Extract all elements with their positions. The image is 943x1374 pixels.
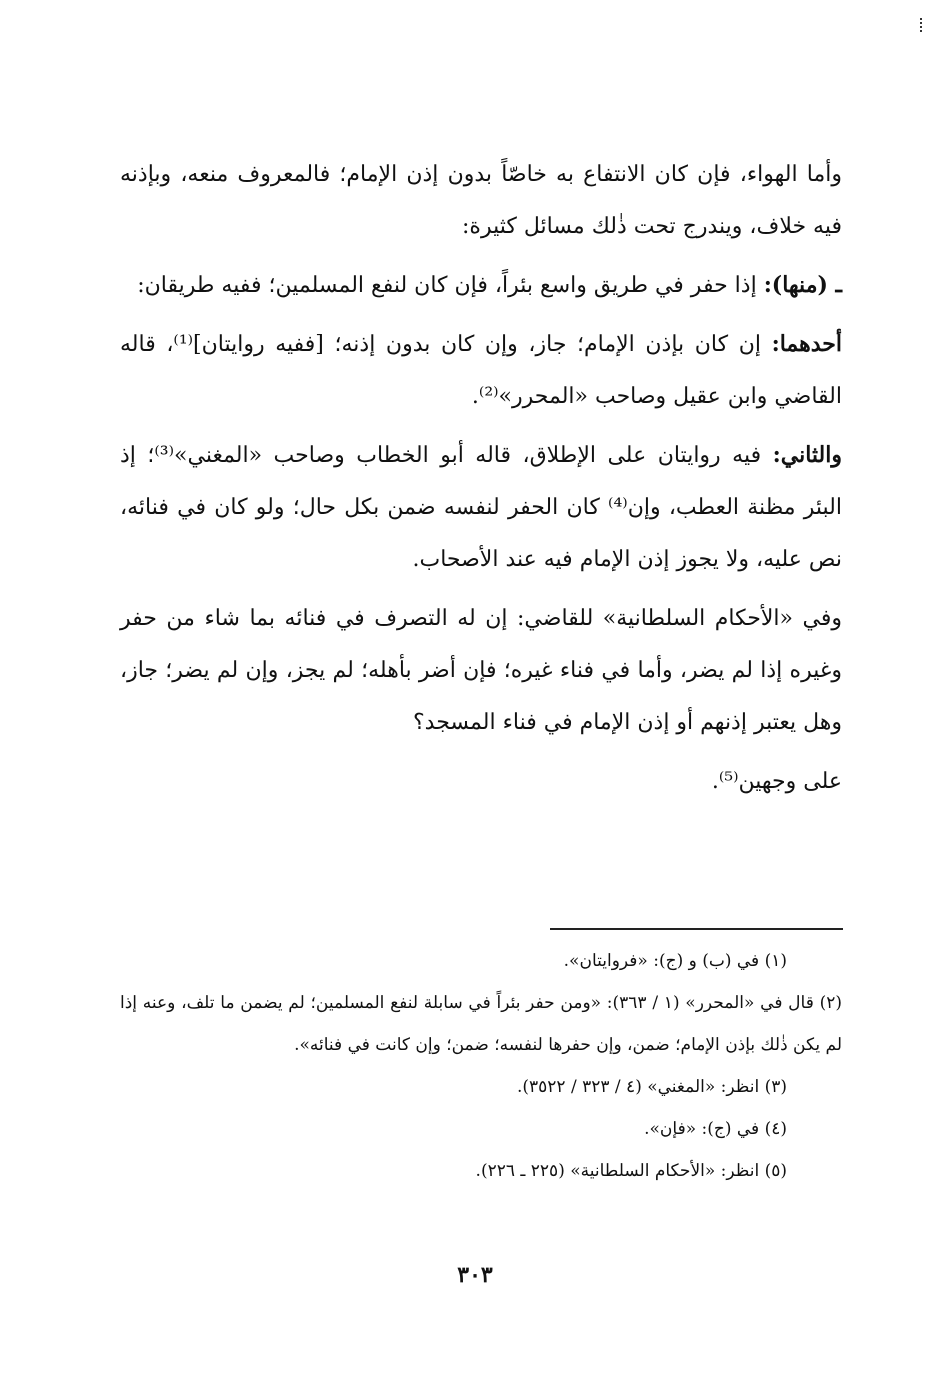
paragraph-text: إذا حفر في طريق واسع بئراً، فإن كان لنفع المسلمين؛ ففيه طريقان: — [137, 273, 764, 298]
main-text — [120, 148, 842, 814]
paragraph-lead: والثاني: — [772, 442, 842, 468]
scan-corner-mark — [916, 18, 926, 32]
paragraph-lead: أحدهما: — [771, 331, 842, 357]
footnote-3: (٣) انظر: «المغني» (٤ / ٣٢٣ / ٣٥٢٢). — [516, 1077, 787, 1097]
page-number: ٣٠٣ — [457, 1262, 493, 1288]
footnotes — [120, 940, 842, 1192]
footnote-4: (٤) في (ج): «فإن». — [644, 1119, 787, 1139]
paragraph-intro — [120, 148, 842, 253]
paragraph-text: وأما الهواء، فإن كان الانتفاع به خاصّاً بدون إذن الإمام؛ فالمعروف منعه، وبإذنه فيه خلاف، ويندرج تحت ذٰلك مسائل كثيرة: — [120, 162, 842, 239]
paragraph-ahkam — [120, 592, 842, 749]
footnote-1: (١) في (ب) و (ج): «فروايتان». — [563, 951, 787, 971]
footnote-5: (٥) انظر: «الأحكام السلطانية» (٢٢٥ ـ ٢٢٦). — [475, 1161, 787, 1181]
footnote-2: (٢) قال في «المحرر» (١ / ٣٦٣): «ومن حفر بئراً في سابلة لنفع المسلمين؛ لم يضمن ما تلف، وعنه إذا لم يكن ذٰلك بإذن الإمام؛ ضمن، وإن حفرها لنفسه؛ ضمن؛ وإن كانت في فنائه». — [120, 993, 842, 1055]
footnote-divider — [550, 928, 843, 930]
paragraph-minha — [120, 259, 842, 312]
paragraph-first-way — [120, 318, 842, 423]
paragraph-text: وفي «الأحكام السلطانية» للقاضي: إن له التصرف في فنائه بما شاء من حفر وغيره إذا لم يضر، وأما في فناء غيره؛ فإن أضر بأهله؛ لم يجز، وإن لم يضر؛ جاز، وهل يعتبر إذنهم أو إذن الإمام في فناء المسجد؟ — [120, 606, 842, 735]
paragraph-lead: ـ (منها): — [763, 272, 842, 298]
paragraph-text: على وجهين⁽⁵⁾. — [711, 769, 842, 794]
paragraph-conclusion — [120, 755, 842, 808]
paragraph-second-way — [120, 429, 842, 586]
paragraph-text: فيه روايتان على الإطلاق، قاله أبو الخطاب وصاحب «المغني»⁽³⁾؛ إذ البئر مظنة العطب، وإن⁽⁴⁾ كان الحفر لنفسه ضمن بكل حال؛ ولو كان في فنائه، نص عليه، ولا يجوز إذن الإمام فيه عند الأصحاب. — [120, 443, 842, 572]
paragraph-text: إن كان بإذن الإمام؛ جاز، وإن كان بدون إذنه؛ [ففيه روايتان]⁽¹⁾، قاله القاضي وابن عقيل وصاحب «المحرر»⁽²⁾. — [120, 332, 842, 409]
